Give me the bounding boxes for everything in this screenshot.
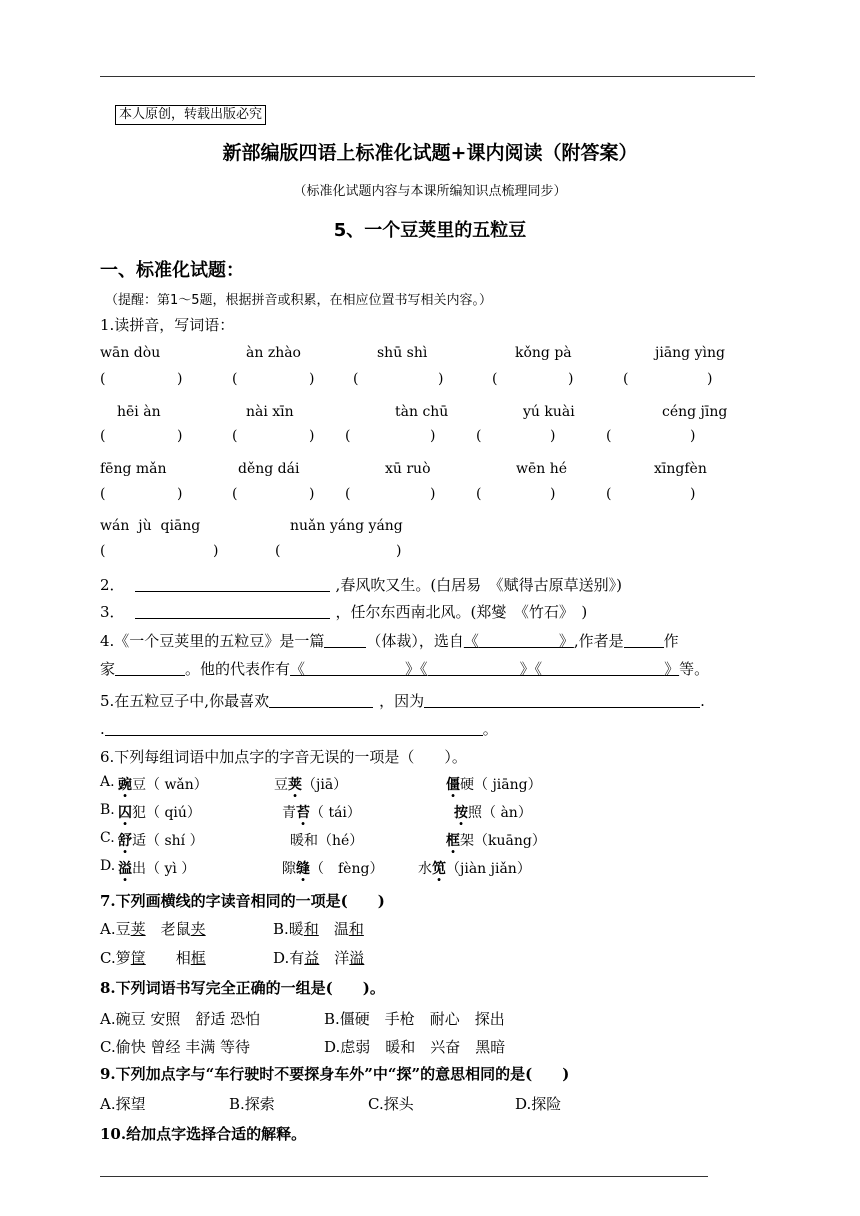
q4-work1-blank[interactable] xyxy=(305,659,405,676)
q9-option-c[interactable]: C.探头 xyxy=(368,1095,414,1113)
answer-paren-4-2b: ) xyxy=(396,543,402,559)
q4-author-blank[interactable] xyxy=(624,631,664,648)
question-3 xyxy=(100,601,587,622)
answer-paren-1-2[interactable]: ( xyxy=(232,371,238,387)
answer-paren-1-4b: ) xyxy=(568,371,574,387)
answer-paren-2-4b: ) xyxy=(550,428,556,444)
pinyin-3-2: děng dái xyxy=(238,461,300,477)
q4-source-blank[interactable] xyxy=(479,631,559,648)
answer-paren-2-3[interactable]: ( xyxy=(345,428,351,444)
q6-option-d[interactable]: D. 溢出（ yì ） 隙缝（ fèng） 水笕（jiàn jiǎn） xyxy=(100,858,531,877)
answer-paren-3-5b: ) xyxy=(690,486,696,502)
q9-option-b[interactable]: B.探索 xyxy=(229,1095,275,1113)
pinyin-3-5: xīngfèn xyxy=(654,461,707,477)
question-4-line2: 家 。他的代表作有《 》《 》《 》等。 xyxy=(100,660,710,678)
answer-paren-1-1[interactable]: ( xyxy=(100,371,106,387)
page-subtitle: （标准化试题内容与本课所编知识点梳理同步） xyxy=(293,184,567,199)
q4-work3-blank[interactable] xyxy=(542,659,664,676)
answer-paren-2-3b: ) xyxy=(430,428,436,444)
pinyin-3-1: fēng mǎn xyxy=(100,461,167,477)
answer-paren-4-2[interactable]: ( xyxy=(275,543,281,559)
answer-paren-1-3b: ) xyxy=(438,371,444,387)
page-title: 新部编版四语上标准化试题+课内阅读（附答案） xyxy=(222,142,638,164)
q5-reason-blank[interactable] xyxy=(424,691,700,708)
q6-option-a[interactable]: A. 豌豆（ wǎn） 豆荚（jiā） 僵硬（ jiāng） xyxy=(100,774,542,793)
pinyin-2-3: tàn chū xyxy=(395,404,449,420)
q2-number: 2． xyxy=(100,576,125,594)
answer-paren-2-5b: ) xyxy=(690,428,696,444)
answer-paren-1-4[interactable]: ( xyxy=(492,371,498,387)
answer-paren-2-4[interactable]: ( xyxy=(476,428,482,444)
answer-paren-2-1[interactable]: ( xyxy=(100,428,106,444)
question-5-line1: 5.在五粒豆子中,你最喜欢 ，因为 . xyxy=(100,692,705,710)
pinyin-3-3: xū ruò xyxy=(385,461,431,477)
question-5-line2: . 。 xyxy=(100,720,498,738)
q4-work2-blank[interactable] xyxy=(428,659,520,676)
q7-option-c[interactable]: C.箩筐 相框 xyxy=(100,949,206,967)
answer-paren-4-1[interactable]: ( xyxy=(100,543,106,559)
answer-paren-3-4b: ) xyxy=(550,486,556,502)
answer-paren-3-1b: ) xyxy=(177,486,183,502)
answer-paren-3-1[interactable]: ( xyxy=(100,486,106,502)
copyright-box xyxy=(115,105,266,125)
q6-option-b[interactable]: B. 囚犯（ qiú） 青苔（ tái） 按照（ àn） xyxy=(100,802,532,821)
pinyin-2-2: nài xīn xyxy=(246,404,294,420)
q8-option-d[interactable]: D.虑弱 暖和 兴奋 黑暗 xyxy=(324,1038,506,1056)
answer-paren-1-2b: ) xyxy=(309,371,315,387)
q8-option-b[interactable]: B.僵硬 手枪 耐心 探出 xyxy=(324,1010,505,1028)
answer-paren-3-5[interactable]: ( xyxy=(606,486,612,502)
q7-option-d[interactable]: D.有益 洋溢 xyxy=(273,949,365,967)
answer-paren-3-4[interactable]: ( xyxy=(476,486,482,502)
lesson-title: 5、一个豆荚里的五粒豆 xyxy=(333,220,527,241)
question-7-stem: 7.下列画横线的字读音相同的一项是( ) xyxy=(100,892,385,910)
answer-paren-1-5[interactable]: ( xyxy=(623,371,629,387)
answer-paren-1-3[interactable]: ( xyxy=(353,371,359,387)
q7-option-a[interactable]: A.豆荚 老鼠夹 xyxy=(100,920,206,938)
answer-paren-1-1b: ) xyxy=(177,371,183,387)
pinyin-4-2: nuǎn yáng yáng xyxy=(290,518,403,534)
answer-paren-2-2[interactable]: ( xyxy=(232,428,238,444)
q3-blank[interactable] xyxy=(135,602,330,619)
question-1: 1.读拼音，写词语： xyxy=(100,316,235,334)
pinyin-4-1: wán jù qiāng xyxy=(100,518,201,534)
header-rule xyxy=(100,76,755,77)
q7-option-b[interactable]: B.暖和 温和 xyxy=(273,920,364,938)
q4-genre-blank[interactable] xyxy=(324,631,366,648)
q2-blank[interactable] xyxy=(135,575,330,592)
q6-option-c[interactable]: C. 舒适（ shí ） 暖和（hé） 框架（kuāng） xyxy=(100,830,546,849)
question-2 xyxy=(100,574,622,595)
pinyin-3-4: wēn hé xyxy=(516,461,568,477)
pinyin-2-1: hēi àn xyxy=(117,404,161,420)
answer-paren-3-3b: ) xyxy=(430,486,436,502)
pinyin-1-3: shū shì xyxy=(377,345,428,361)
q8-option-a[interactable]: A.碗豆 安照 舒适 恐怕 xyxy=(100,1010,261,1028)
question-6-stem: 6.下列每组词语中加点字的字音无误的一项是（ ）。 xyxy=(100,748,467,766)
q9-option-a[interactable]: A.探望 xyxy=(100,1095,146,1113)
answer-paren-2-2b: ) xyxy=(309,428,315,444)
question-4-line1: 4.《一个豆荚里的五粒豆》是一篇 （体裁），选自《 》,作者是 作 xyxy=(100,632,679,650)
answer-paren-2-1b: ) xyxy=(177,428,183,444)
answer-paren-3-2[interactable]: ( xyxy=(232,486,238,502)
pinyin-1-5: jiāng yìng xyxy=(655,345,725,361)
pinyin-1-2: àn zhào xyxy=(246,345,301,361)
answer-paren-1-5b: ) xyxy=(707,371,713,387)
answer-paren-3-2b: ) xyxy=(309,486,315,502)
q9-option-d[interactable]: D.探险 xyxy=(515,1095,562,1113)
q8-option-c[interactable]: C.偷快 曾经 丰满 等待 xyxy=(100,1038,251,1056)
q4-nationality-blank[interactable] xyxy=(115,659,185,676)
question-9-stem: 9.下列加点字与“车行驶时不要探身车外”中“探”的意思相同的是( ) xyxy=(100,1065,570,1083)
pinyin-2-4: yú kuài xyxy=(523,404,575,420)
q2-text: ,春风吹又生。(白居易 《赋得古原草送别》) xyxy=(335,576,623,594)
copyright-text: 本人原创，转载出版必究 xyxy=(119,107,263,122)
footer-rule xyxy=(100,1176,708,1177)
pinyin-2-5: céng jīng xyxy=(662,404,728,420)
answer-paren-4-1b: ) xyxy=(213,543,219,559)
q3-text: ，任尔东西南北风。(郑燮 《竹石》 ) xyxy=(335,603,588,621)
section-heading: 一、标准化试题： xyxy=(100,260,244,281)
pinyin-1-4: kǒng pà xyxy=(515,345,572,361)
answer-paren-3-3[interactable]: ( xyxy=(345,486,351,502)
q5-favorite-blank[interactable] xyxy=(269,691,373,708)
q3-number: 3． xyxy=(100,603,125,621)
answer-paren-2-5[interactable]: ( xyxy=(606,428,612,444)
pinyin-1-1: wān dòu xyxy=(100,345,161,361)
reminder-text: （提醒：第1～5题，根据拼音或积累，在相应位置书写相关内容。） xyxy=(105,293,493,308)
question-10-stem: 10.给加点字选择合适的解释。 xyxy=(100,1125,307,1143)
q5-reason-blank-2[interactable] xyxy=(105,719,483,736)
question-8-stem: 8.下列词语书写完全正确的一组是( )。 xyxy=(100,979,385,997)
